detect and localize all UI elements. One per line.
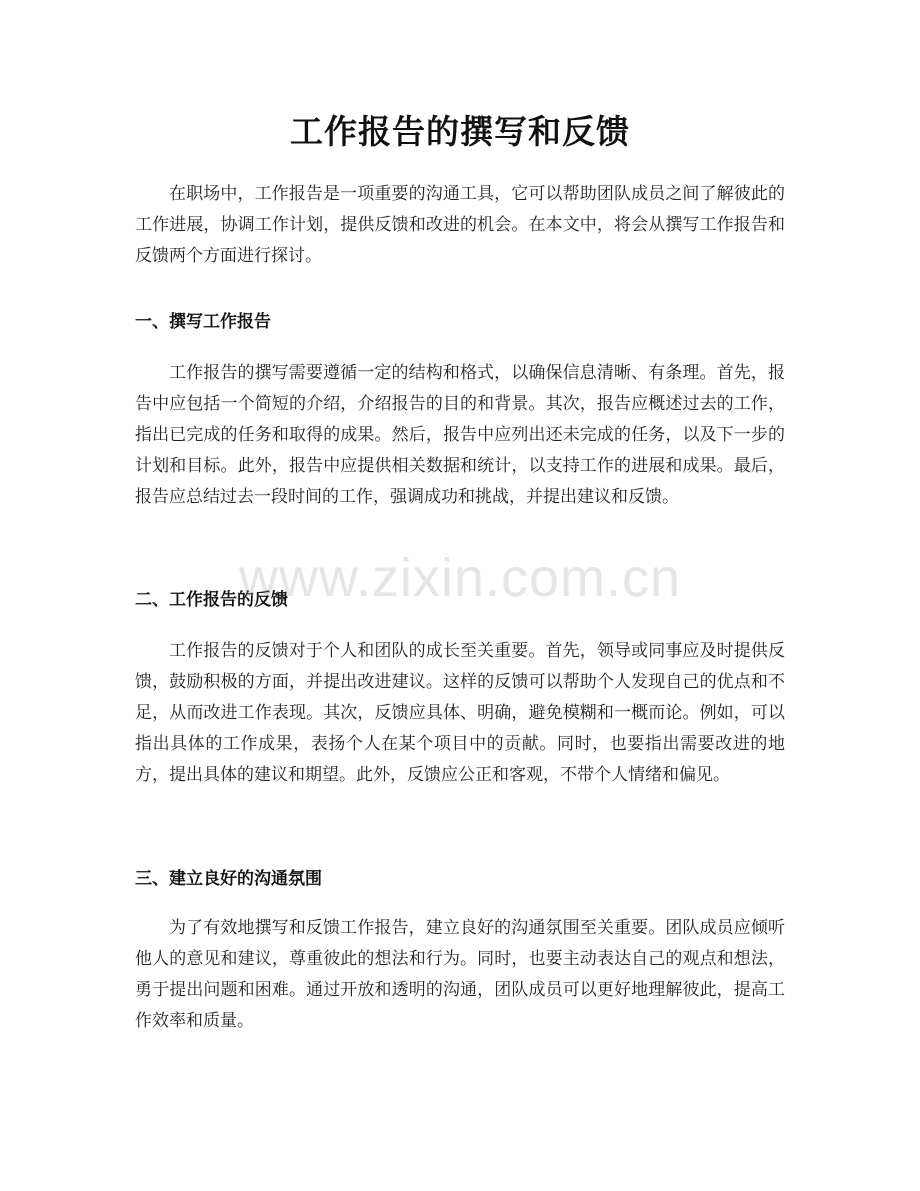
section-paragraph-2: 工作报告的反馈对于个人和团队的成长至关重要。首先，领导或同事应及时提供反馈，鼓励积极的方面，并提出改进建议。这样的反馈可以帮助个人发现自己的优点和不足，从而改进工作表现。其次，反馈应具体、明确，避免模糊和一概而论。例如，可以指出具体的工作成果，表扬个人在某个项目中的贡献。同时，也要指出需要改进的地方，提出具体的建议和期望。此外，反馈应公正和客观，不带个人情绪和偏见。 bbox=[135, 641, 785, 785]
document-title: 工作报告的撰写和反馈 bbox=[290, 112, 630, 151]
section-heading-3: 三、建立良好的沟通氛围 bbox=[135, 869, 322, 889]
watermark: www.zixin.com.cn bbox=[238, 548, 682, 608]
section-heading-1: 一、撰写工作报告 bbox=[135, 312, 271, 332]
section-paragraph-3: 为了有效地撰写和反馈工作报告，建立良好的沟通氛围至关重要。团队成员应倾听他人的意见和建议，尊重彼此的想法和行为。同时，也要主动表达自己的观点和想法，勇于提出问题和困难。通过开放和透明的沟通，团队成员可以更好地理解彼此，提高工作效率和质量。 bbox=[135, 918, 785, 1031]
section-heading-2: 二、工作报告的反馈 bbox=[135, 590, 288, 610]
intro-paragraph: 在职场中，工作报告是一项重要的沟通工具，它可以帮助团队成员之间了解彼此的工作进展，协调工作计划，提供反馈和改进的机会。在本文中，将会从撰写工作报告和反馈两个方面进行探讨。 bbox=[135, 184, 785, 266]
section-paragraph-1: 工作报告的撰写需要遵循一定的结构和格式，以确保信息清晰、有条理。首先，报告中应包括一个简短的介绍，介绍报告的目的和背景。其次，报告应概述过去的工作，指出已完成的任务和取得的成果。然后，报告中应列出还未完成的任务，以及下一步的计划和目标。此外，报告中应提供相关数据和统计，以支持工作的进展和成果。最后，报告应总结过去一段时间的工作，强调成功和挑战，并提出建议和反馈。 bbox=[135, 363, 785, 507]
